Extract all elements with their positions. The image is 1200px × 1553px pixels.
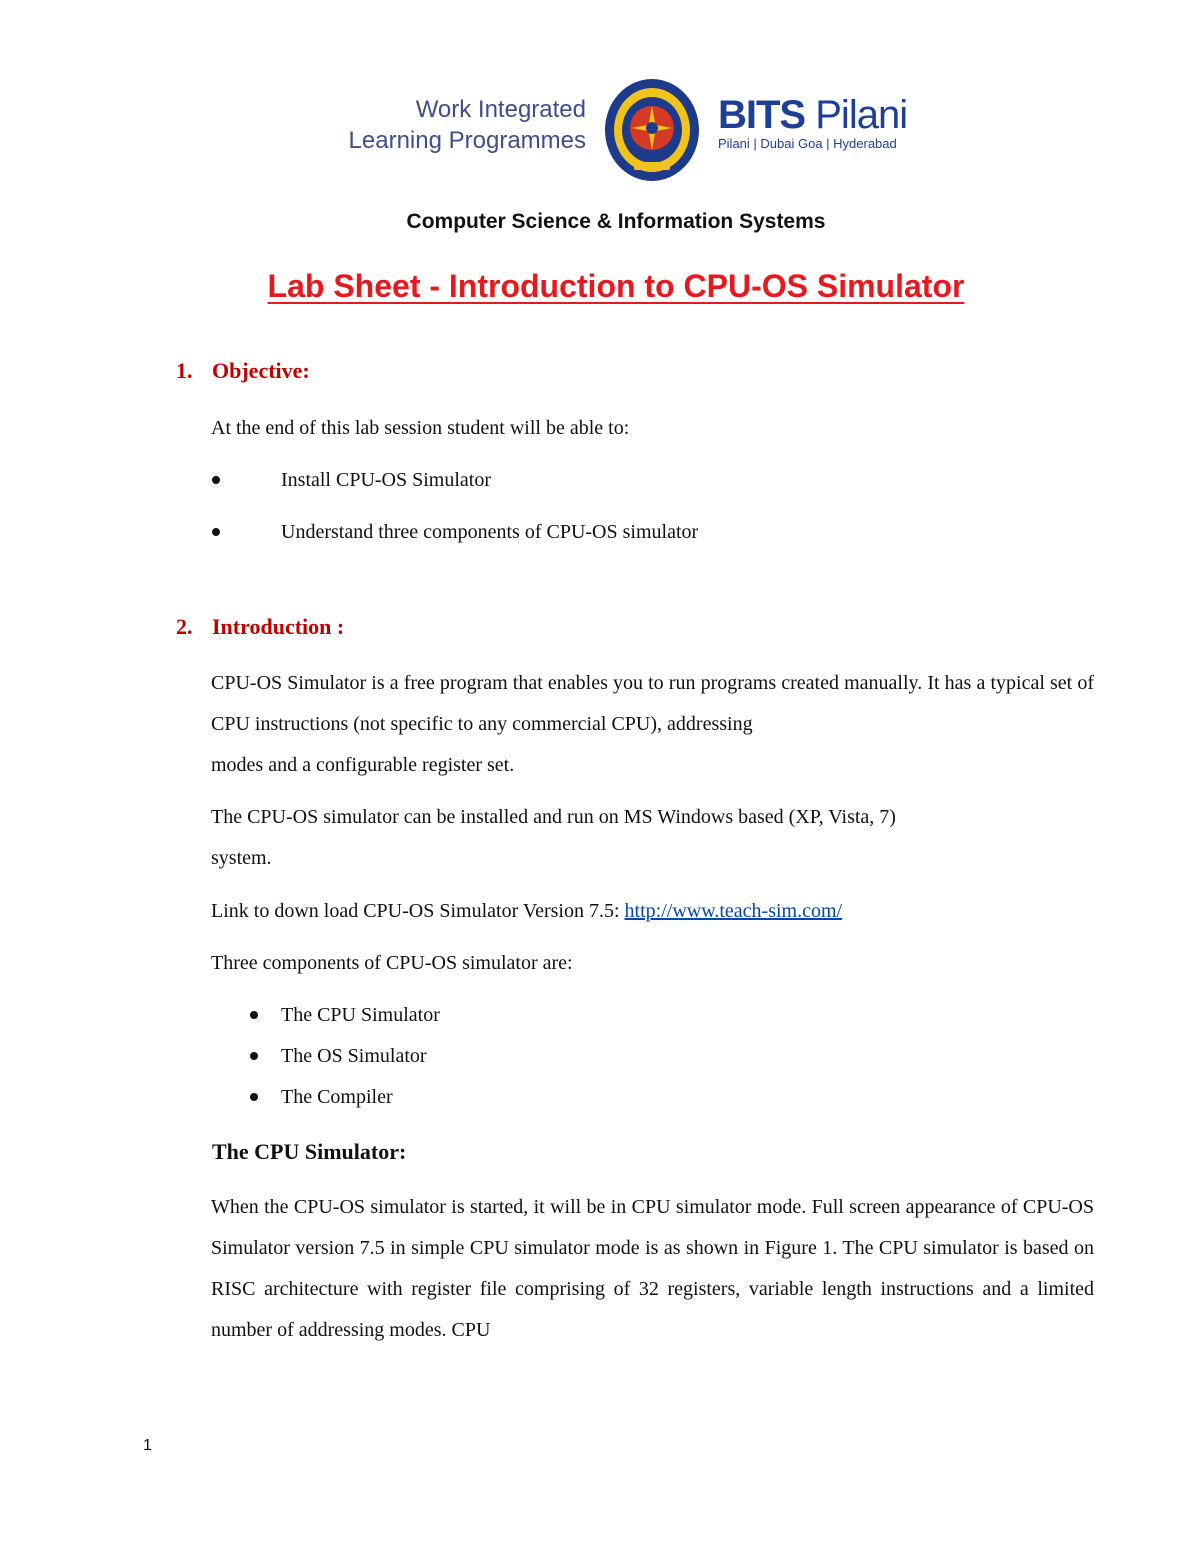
bits-seal-logo	[602, 76, 702, 184]
bits-name: BITS	[718, 93, 806, 137]
download-label: Link to down load CPU-OS Simulator Version 7.5:	[211, 900, 625, 922]
department-heading: Computer Science & Information Systems	[406, 210, 826, 233]
page-title-text: Lab Sheet - Introduction to CPU-OS Simulator	[267, 268, 965, 304]
introduction-paragraph-2-last-line: system.	[211, 847, 272, 869]
page-number: 1	[143, 1437, 152, 1454]
components-intro: Three components of CPU-OS simulator are:	[211, 952, 573, 974]
page-title	[0, 265, 1200, 307]
introduction-paragraph-1-last-line: modes and a configurable register set.	[211, 754, 515, 776]
bits-pilani-wordmark	[718, 92, 918, 152]
introduction-heading-text: Introduction :	[212, 614, 345, 639]
introduction-paragraph-1-text: CPU-OS Simulator is a free program that enables you to run programs created manually. It has a typical set of CPU instructions (not specific to any commercial CPU), addressing	[211, 672, 1094, 735]
objective-intro: At the end of this lab session student will be able to:	[211, 417, 630, 439]
objective-heading-text: Objective:	[212, 358, 310, 383]
introduction-paragraph-2	[211, 797, 1094, 879]
download-line	[211, 896, 842, 926]
introduction-heading	[176, 612, 344, 642]
component-item-3: The Compiler	[281, 1086, 393, 1108]
download-link[interactable]: http://www.teach-sim.com/	[624, 900, 843, 922]
wilp-line-1: Work Integrated	[415, 96, 586, 123]
introduction-number: 2.	[176, 614, 193, 639]
bullet-dot-icon	[212, 528, 220, 536]
introduction-paragraph-1	[211, 663, 1094, 786]
introduction-paragraph-2-text: The CPU-OS simulator can be installed and run on MS Windows based (XP, Vista, 7)	[211, 806, 896, 828]
bullet-dot-icon	[212, 476, 220, 484]
objective-bullet-2: Understand three components of CPU-OS simulator	[281, 521, 699, 543]
objective-bullet-1: Install CPU-OS Simulator	[281, 469, 492, 491]
bullet-dot-icon	[250, 1093, 258, 1101]
bits-campuses: Pilani | Dubai Goa | Hyderabad	[718, 136, 897, 151]
component-item-1: The CPU Simulator	[281, 1004, 440, 1026]
bullet-dot-icon	[250, 1052, 258, 1060]
wilp-line-2: Learning Programmes	[348, 127, 586, 154]
component-item-2: The OS Simulator	[281, 1045, 427, 1067]
objective-heading	[176, 356, 310, 386]
cpu-simulator-heading: The CPU Simulator:	[212, 1139, 407, 1164]
cpu-simulator-paragraph: When the CPU-OS simulator is started, it will be in CPU simulator mode. Full screen appearance of CPU-OS Simulator version 7.5 in simple CPU simulator mode is as shown in Figure 1. The CPU simulator is based on RISC architecture with register file comprising of 32 registers, variable length instructions and a limited number of addressing modes. CPU	[211, 1196, 1094, 1341]
bullet-dot-icon	[250, 1011, 258, 1019]
wilp-wordmark	[336, 94, 586, 156]
objective-number: 1.	[176, 358, 193, 383]
pilani-name: Pilani	[815, 93, 908, 137]
